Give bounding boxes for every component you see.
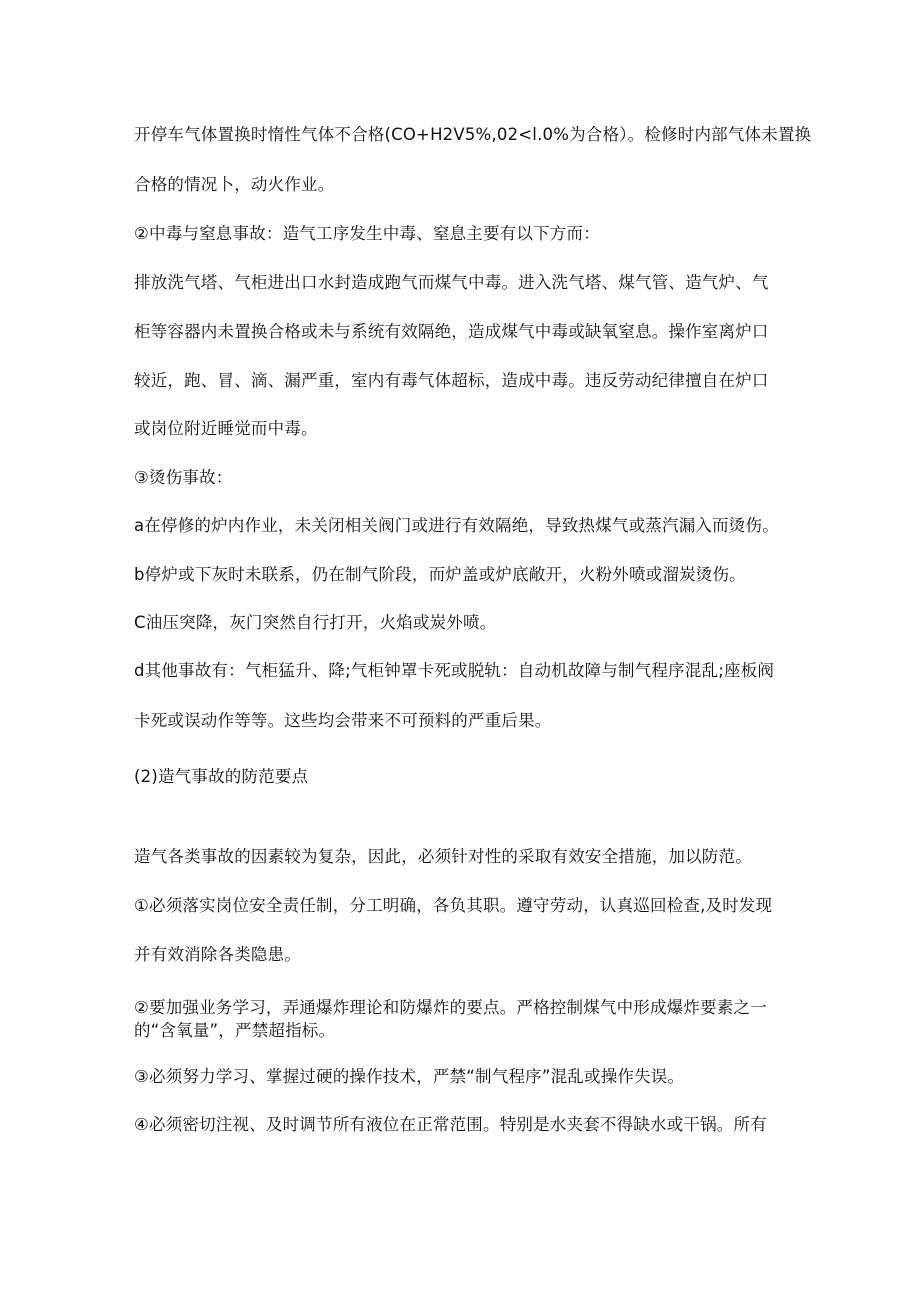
paragraph-line: 较近，跑、冒、滴、漏严重，室内有毒气体超标，造成中毒。违反劳动纪律擅自在炉口 xyxy=(134,371,769,390)
paragraph-line: ③必须努力学习、掌握过硬的操作技术，严禁“制气程序”混乱或操作失误。 xyxy=(134,1067,685,1086)
paragraph-line: b停炉或下灰时未联系，仍在制气阶段，而炉盖或炉底敞开，火粉外喷或溜炭烫伤。 xyxy=(134,565,746,584)
paragraph-line: ④必须密切注视、及时调节所有液位在正常范围。特别是水夹套不得缺水或干锅。所有 xyxy=(134,1115,767,1134)
paragraph-line: 或岗位附近睡觉而中毒。 xyxy=(134,419,318,438)
paragraph-line: 合格的情况卜，动火作业。 xyxy=(134,175,335,194)
paragraph-line: 卡死或误动作等等。这些均会带来不可预料的严重后果。 xyxy=(134,711,552,730)
paragraph-line: 并有效消除各类隐患。 xyxy=(134,945,301,964)
paragraph-line: 柜等容器内未置换合格或未与系统有效隔绝，造成煤气中毒或缺氧窒息。操作室离炉口 xyxy=(134,322,769,341)
paragraph-line: d其他事故有：气柜猛升、降;气柜钟罩卡死或脱轨：自动机故障与制气程序混乱;座板阀 xyxy=(134,661,775,680)
paragraph-line: ①必须落实岗位安全责任制，分工明确，各负其职。遵守劳动，认真巡回检查,及时发现 xyxy=(134,896,773,915)
paragraph-line: a在停修的炉内作业，未关闭相关阀门或进行有效隔绝，导致热煤气或蒸汽漏入而烫伤。 xyxy=(134,516,779,535)
paragraph-line: 排放洗气塔、气柜进出口水封造成跑气而煤气中毒。进入洗气塔、煤气管、造气炉、气 xyxy=(134,273,769,292)
paragraph-line: ③烫伤事故： xyxy=(134,468,233,487)
section-heading: (2)造气事故的防范要点 xyxy=(134,767,309,786)
paragraph-line: 造气各类事故的因素较为复杂，因此，必须针对性的采取有效安全措施，加以防范。 xyxy=(134,847,752,866)
paragraph-line: 开停车气体置换时惰性气体不合格(CO+H2V5%,02<l.0%为合格）。检修时内部气体未置换 xyxy=(134,125,812,144)
paragraph-line: ②中毒与窒息事故：造气工序发生中毒、窒息主要有以下方而： xyxy=(134,224,600,243)
paragraph-line: ②要加强业务学习，弄通爆炸理论和防爆炸的要点。严格控制煤气中形成爆炸要素之一 xyxy=(134,998,767,1017)
paragraph-line: C油压突降，灰门突然自行打开，火焰或炭外喷。 xyxy=(134,613,497,632)
paragraph-line: 的“含氧量”，严禁超指标。 xyxy=(134,1021,336,1040)
